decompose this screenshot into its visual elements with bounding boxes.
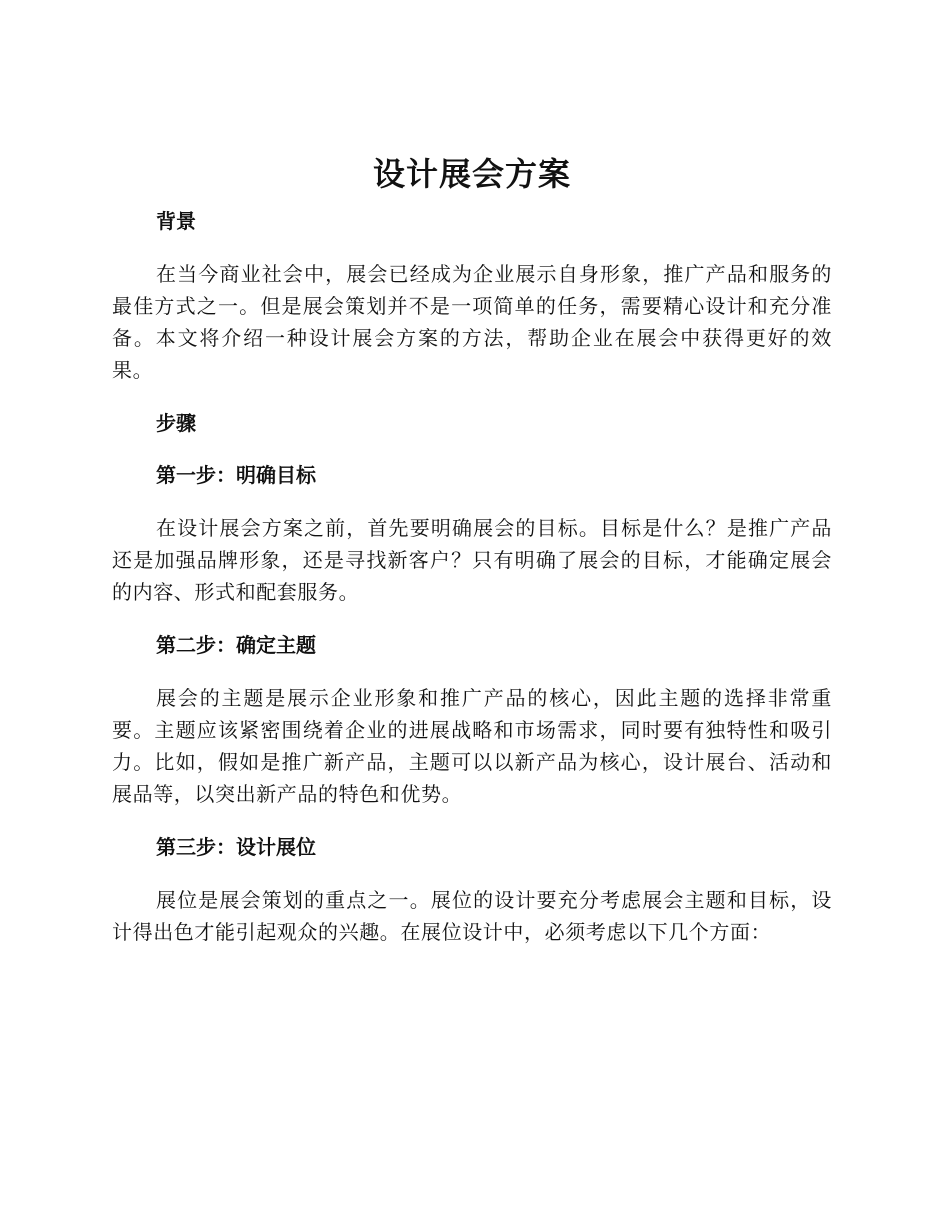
step-heading-1: 第一步：明确目标: [156, 463, 316, 487]
step-heading-2: 第二步：确定主题: [156, 633, 316, 657]
paragraph-step-1: 在设计展会方案之前，首先要明确展会的目标。目标是什么？是推广产品还是加强品牌形象，还是寻找新客户？只有明确了展会的目标，才能确定展会的内容、形式和配套服务。: [112, 516, 832, 604]
paragraph-step-3: 展位是展会策划的重点之一。展位的设计要充分考虑展会主题和目标，设计得出色才能引起观众的兴趣。在展位设计中，必须考虑以下几个方面：: [112, 888, 832, 944]
paragraph-step-2: 展会的主题是展示企业形象和推广产品的核心，因此主题的选择非常重要。主题应该紧密围绕着企业的进展战略和市场需求，同时要有独特性和吸引力。比如，假如是推广新产品，主题可以以新产品为核心，设计展台、活动和展品等，以突出新产品的特色和优势。: [112, 686, 832, 806]
section-heading-background: 背景: [156, 209, 196, 233]
paragraph-background: 在当今商业社会中，展会已经成为企业展示自身形象，推广产品和服务的最佳方式之一。但是展会策划并不是一项简单的任务，需要精心设计和充分准备。本文将介绍一种设计展会方案的方法，帮助企业在展会中获得更好的效果。: [112, 262, 832, 382]
document-title: 设计展会方案: [372, 155, 571, 193]
step-heading-3: 第三步：设计展位: [156, 835, 316, 859]
document-page: [112, 150, 832, 970]
section-heading-steps: 步骤: [156, 411, 196, 435]
